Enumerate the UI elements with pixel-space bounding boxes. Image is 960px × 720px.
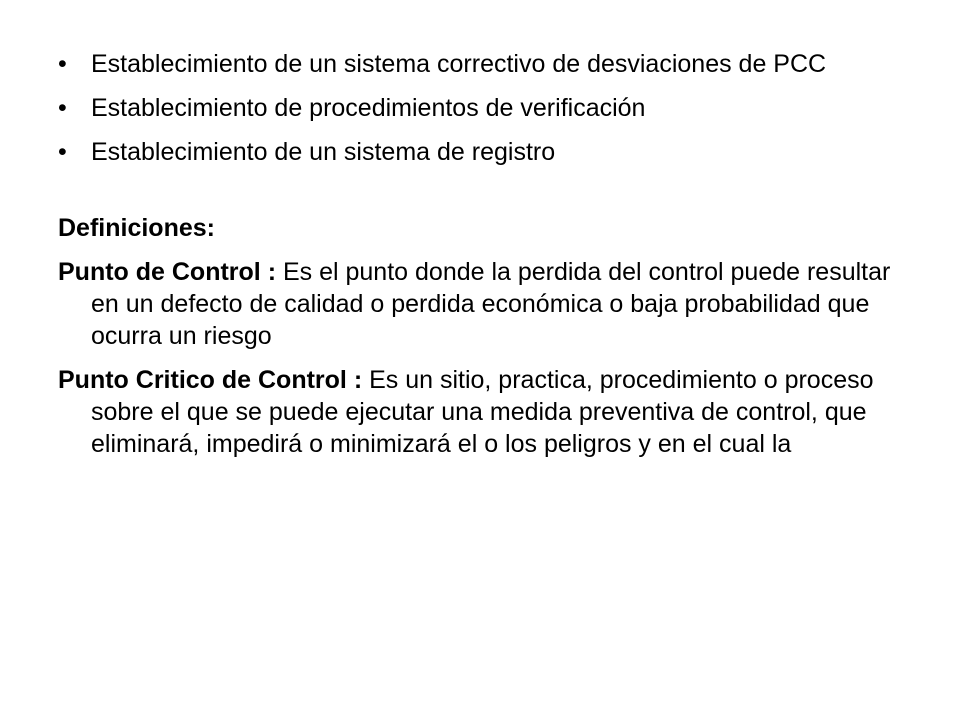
bullet-symbol: • — [58, 50, 67, 78]
bullet-symbol: • — [58, 94, 67, 122]
bullet-text: Establecimiento de procedimientos de verificación — [91, 94, 646, 122]
bullet-item — [58, 92, 918, 124]
bullet-text: Establecimiento de un sistema correctivo de desviaciones de PCC — [91, 50, 827, 78]
bullet-item — [58, 48, 918, 80]
bullet-item — [58, 136, 918, 168]
definition-punto-critico-de-control — [58, 364, 918, 460]
definition-text: Es un sitio, practica, procedimiento o proceso sobre el que se puede ejecutar una medida preventiva de control, que eliminará, impedirá o minimizará el o los peligros y en el cual la — [91, 366, 874, 458]
bullet-list — [58, 48, 918, 168]
definition-term: Punto de Control : — [58, 258, 277, 286]
slide-content — [58, 48, 918, 472]
bullet-symbol: • — [58, 138, 67, 166]
definition-punto-de-control — [58, 256, 918, 352]
bullet-text: Establecimiento de un sistema de registro — [91, 138, 556, 166]
definitions-heading: Definiciones: — [58, 214, 215, 242]
definition-text: Es el punto donde la perdida del control puede resultar en un defecto de calidad o perdida económica o baja probabilidad que ocurra un riesgo — [91, 258, 891, 350]
definition-term: Punto Critico de Control : — [58, 366, 363, 394]
